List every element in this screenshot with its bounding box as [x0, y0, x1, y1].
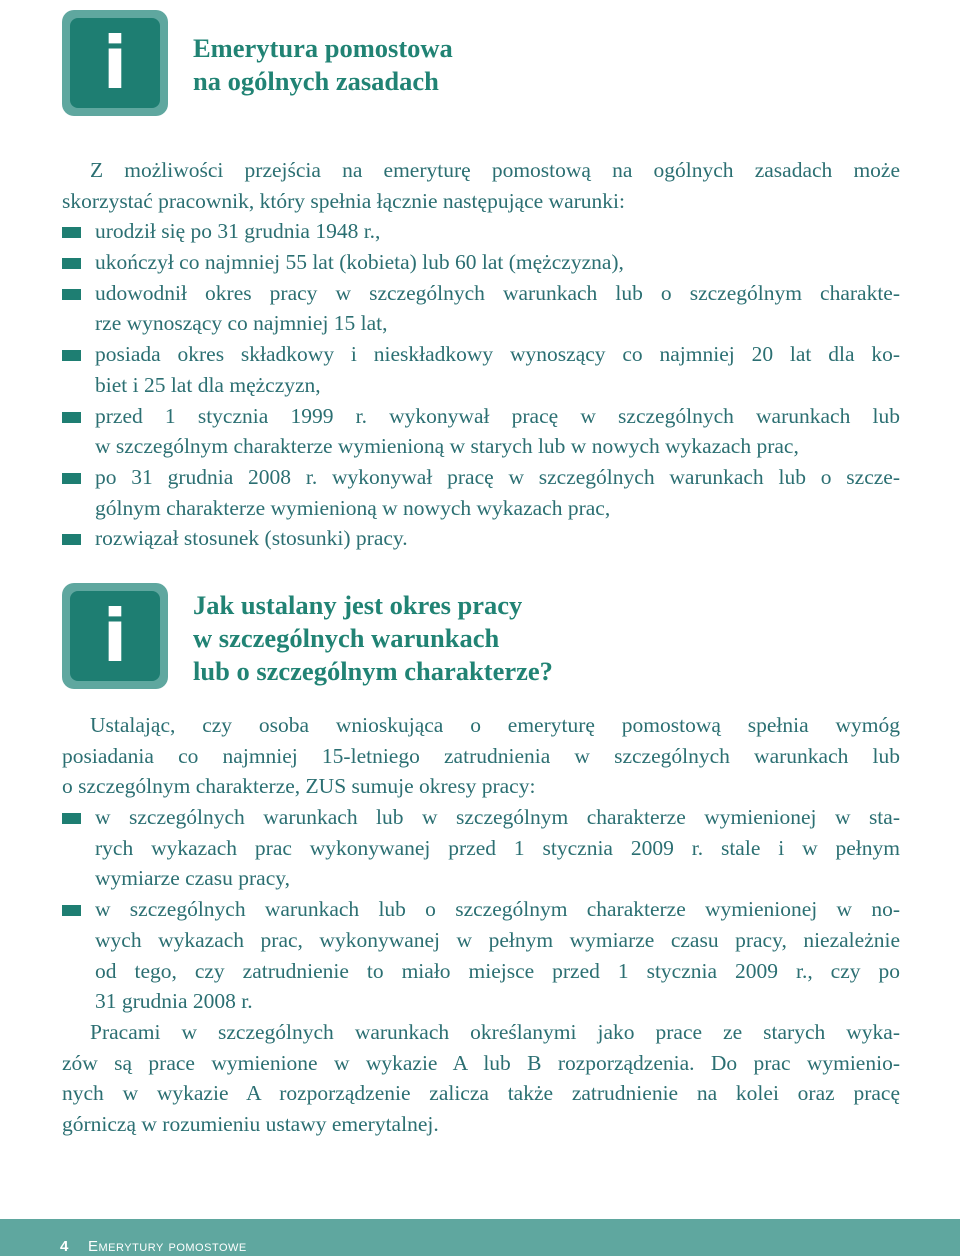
intro-line: skorzystać pracownik, który spełnia łącznie następujące warunki: [62, 188, 625, 213]
list-item-text: posiada okres składkowy i nieskładkowy wynoszący co najmniej 20 lat dla ko- [95, 342, 900, 367]
list-item [62, 523, 900, 554]
list-item [62, 216, 900, 247]
list-item-text: w szczególnych warunkach lub o szczególnym charakterze wymienionej w no- [95, 897, 900, 922]
list-item [62, 339, 900, 400]
intro-line: o szczególnym charakterze, ZUS sumuje okresy pracy: [62, 774, 536, 799]
bullet-marker [62, 412, 81, 423]
section-title-bridging-pension [193, 32, 453, 98]
list-item [62, 894, 900, 1017]
bullet-marker [62, 289, 81, 300]
list-item-text: po 31 grudnia 2008 r. wykonywał pracę w szczególnych warunkach lub o szcze- [95, 464, 900, 489]
closing-line: zów są prace wymienione w wykazie A lub B rozporządzenia. Do prac wymienio- [62, 1050, 900, 1075]
footer-title: Emerytury pomostowe [88, 1238, 247, 1255]
list-item-text: udowodnił okres pracy w szczególnych warunkach lub o szczególnym charakte- [95, 280, 900, 305]
intro-line: Ustalając, czy osoba wnioskująca o emeryturę pomostową spełnia wymóg [90, 713, 900, 737]
list-item-text: biet i 25 lat dla mężczyzn, [95, 372, 321, 397]
list-item [62, 278, 900, 339]
list-item [62, 247, 900, 278]
closing-line: górniczą w rozumieniu ustawy emerytalnej. [62, 1111, 439, 1136]
section2-body [62, 710, 900, 1140]
list-item-text: przed 1 stycznia 1999 r. wykonywał pracę w szczególnych warunkach lub [95, 403, 900, 428]
title-line: na ogólnych zasadach [193, 66, 439, 96]
section-title-work-period [193, 589, 553, 688]
list-item-text: rych wykazach prac wykonywanej przed 1 stycznia 2009 r. stale i w pełnym [95, 835, 900, 860]
bullet-marker [62, 227, 81, 238]
intro-line: Z możliwości przejścia na emeryturę pomostową na ogólnych zasadach może [90, 158, 900, 182]
closing-line: Pracami w szczególnych warunkach określanymi jako prace ze starych wyka- [90, 1019, 900, 1044]
list-item-text: od tego, czy zatrudnienie to miało miejsce przed 1 stycznia 2009 r., czy po [95, 958, 900, 983]
title-line: lub o szczególnym charakterze? [193, 656, 553, 686]
info-icon [62, 583, 168, 689]
list-item-text: wymiarze czasu pracy, [95, 866, 290, 891]
list-item-text: 31 grudnia 2008 r. [95, 989, 253, 1014]
list-item [62, 802, 900, 894]
closing-line: nych w wykazie A rozporządzenie zalicza także zatrudnienie na kolei oraz pracę [62, 1081, 900, 1106]
list-item-text: ukończył co najmniej 55 lat (kobieta) lub 60 lat (mężczyzna), [95, 250, 624, 275]
list-item-text: w szczególnych warunkach lub w szczególnym charakterze wymienionej w sta- [95, 805, 900, 830]
info-icon-glyph: i [70, 591, 160, 681]
list-item-text: w szczególnym charakterze wymienioną w starych lub w nowych wykazach prac, [95, 434, 799, 459]
bullet-marker [62, 905, 81, 916]
list-item-text: urodził się po 31 grudnia 1948 r., [95, 219, 381, 244]
section1-body [62, 155, 900, 554]
list-item-text: rze wynoszący co najmniej 15 lat, [95, 311, 388, 336]
list-item-text: rozwiązał stosunek (stosunki) pracy. [95, 526, 408, 551]
info-icon-glyph: i [70, 18, 160, 108]
list-item [62, 462, 900, 523]
bullet-marker [62, 813, 81, 824]
title-line: Emerytura pomostowa [193, 33, 453, 63]
title-line: Jak ustalany jest okres pracy [193, 590, 523, 620]
bullet-marker [62, 473, 81, 484]
bullet-marker [62, 258, 81, 269]
list-item-text: gólnym charakterze wymienioną w nowych wykazach prac, [95, 495, 611, 520]
info-icon [62, 10, 168, 116]
bullet-marker [62, 534, 81, 545]
title-line: w szczególnych warunkach [193, 623, 500, 653]
list-item-text: wych wykazach prac, wykonywanej w pełnym wymiarze czasu pracy, niezależnie [95, 927, 900, 952]
page-number: 4 [60, 1238, 69, 1255]
list-item [62, 401, 900, 462]
intro-line: posiadania co najmniej 15-letniego zatrudnienia w szczególnych warunkach lub [62, 743, 900, 768]
bullet-marker [62, 350, 81, 361]
